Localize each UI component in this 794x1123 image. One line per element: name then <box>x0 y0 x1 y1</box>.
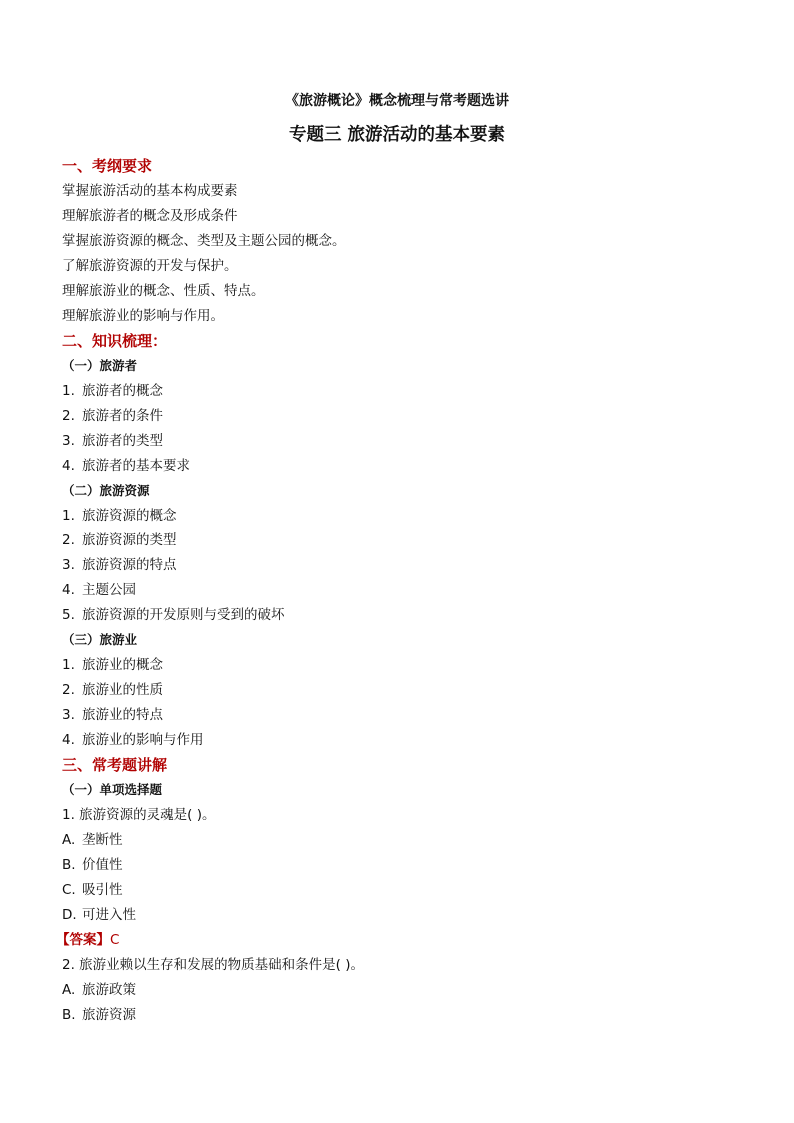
question-option <box>62 855 123 875</box>
list-item <box>62 431 163 451</box>
list-item-text: 旅游者的类型 <box>82 433 163 449</box>
list-item <box>62 580 136 600</box>
list-number: 5. <box>62 607 75 623</box>
answer-label: 【答案】 <box>56 932 110 948</box>
question-option <box>62 905 136 925</box>
list-item <box>62 605 285 625</box>
list-item-text: 旅游者的概念 <box>82 383 163 399</box>
list-item-text: 旅游业的特点 <box>82 707 163 723</box>
list-number: 2. <box>62 682 75 698</box>
list-number: 2. <box>62 408 75 424</box>
option-letter: B. <box>62 1007 76 1023</box>
option-text: 旅游政策 <box>82 982 136 998</box>
list-number: 2. <box>62 532 75 548</box>
topic-title: 专题三 旅游活动的基本要素 <box>288 125 506 145</box>
list-item <box>62 381 163 401</box>
list-item <box>62 680 163 700</box>
list-item <box>62 530 177 550</box>
section-heading-knowledge: 二、知识梳理： <box>62 332 168 350</box>
list-item <box>62 456 190 476</box>
list-number: 1. <box>62 508 75 524</box>
answer-value: C <box>110 932 120 948</box>
requirement-line: 了解旅游资源的开发与保护。 <box>62 258 238 274</box>
list-item <box>62 655 163 675</box>
subsection-title-resources: （二）旅游资源 <box>62 483 150 498</box>
option-text: 价值性 <box>82 857 123 873</box>
list-item-text: 旅游资源的特点 <box>82 557 177 573</box>
list-number: 4. <box>62 582 75 598</box>
question-option <box>62 980 136 1000</box>
list-number: 3. <box>62 557 75 573</box>
list-item-text: 旅游业的影响与作用 <box>82 732 204 748</box>
section-heading-exam-requirements: 一、考纲要求 <box>62 157 153 175</box>
subsection-title-single-choice: （一）单项选择题 <box>62 782 163 797</box>
list-item-text: 旅游资源的类型 <box>82 532 177 548</box>
question-stem: 1. 旅游资源的灵魂是( )。 <box>62 807 216 823</box>
list-item-text: 旅游业的概念 <box>82 657 163 673</box>
list-number: 3. <box>62 433 75 449</box>
list-item-text: 主题公园 <box>82 582 136 598</box>
question-stem: 2. 旅游业赖以生存和发展的物质基础和条件是( )。 <box>62 957 364 973</box>
document-title: 《旅游概论》概念梳理与常考题选讲 <box>285 93 509 109</box>
list-item <box>62 705 163 725</box>
option-text: 旅游资源 <box>82 1007 136 1023</box>
list-number: 4. <box>62 732 75 748</box>
question-option <box>62 880 123 900</box>
requirement-line: 理解旅游业的概念、性质、特点。 <box>62 283 265 299</box>
list-number: 1. <box>62 657 75 673</box>
option-letter: B. <box>62 857 76 873</box>
list-item-text: 旅游资源的概念 <box>82 508 177 524</box>
requirement-line: 掌握旅游资源的概念、类型及主题公园的概念。 <box>62 233 346 249</box>
list-item-text: 旅游业的性质 <box>82 682 163 698</box>
subsection-title-tourists: （一）旅游者 <box>62 358 138 373</box>
list-item-text: 旅游者的基本要求 <box>82 458 190 474</box>
list-item-text: 旅游资源的开发原则与受到的破坏 <box>82 607 285 623</box>
requirement-line: 掌握旅游活动的基本构成要素 <box>62 183 238 199</box>
list-number: 4. <box>62 458 75 474</box>
requirement-line: 理解旅游业的影响与作用。 <box>62 308 224 324</box>
list-number: 1. <box>62 383 75 399</box>
option-text: 垄断性 <box>82 832 123 848</box>
option-text: 吸引性 <box>82 882 123 898</box>
requirement-line: 理解旅游者的概念及形成条件 <box>62 208 238 224</box>
section-heading-exam-questions: 三、常考题讲解 <box>62 756 168 774</box>
option-text: 可进入性 <box>82 907 136 923</box>
list-item <box>62 555 177 575</box>
list-number: 3. <box>62 707 75 723</box>
answer-line <box>56 930 119 950</box>
list-item-text: 旅游者的条件 <box>82 408 163 424</box>
question-option <box>62 830 123 850</box>
option-letter: A. <box>62 982 76 998</box>
list-item <box>62 406 163 426</box>
list-item <box>62 506 177 526</box>
subsection-title-industry: （三）旅游业 <box>62 632 138 647</box>
option-letter: C. <box>62 882 76 898</box>
option-letter: D. <box>62 907 77 923</box>
option-letter: A. <box>62 832 76 848</box>
list-item <box>62 730 204 750</box>
question-option <box>62 1005 136 1025</box>
